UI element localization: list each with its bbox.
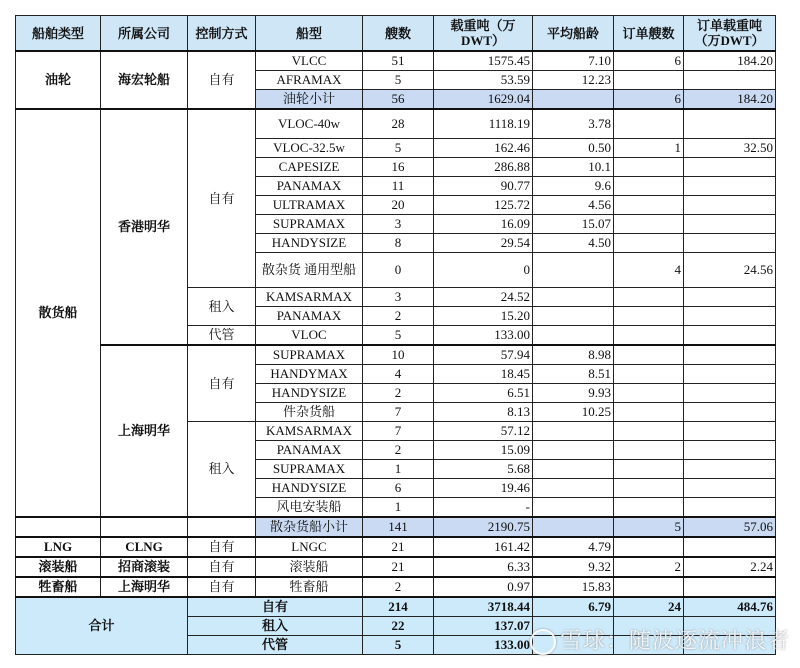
header-order-dwt: 订单载重吨（万DWT） xyxy=(684,16,776,52)
ship-count: 8 xyxy=(363,234,434,253)
ship-type: PANAMAX xyxy=(256,441,363,460)
avg-age xyxy=(533,498,614,518)
table-row xyxy=(16,51,776,71)
order-dwt xyxy=(684,345,776,365)
order-count: 2 xyxy=(614,557,684,577)
order-dwt xyxy=(684,307,776,326)
total-order-dwt xyxy=(684,636,776,655)
control-own: 自有 xyxy=(188,557,256,577)
order-dwt xyxy=(684,460,776,479)
header-control-mode: 控制方式 xyxy=(188,16,256,52)
category-roro: 滚装船 xyxy=(16,557,101,577)
ship-type: PANAMAX xyxy=(256,307,363,326)
ship-type: VLCC xyxy=(256,51,363,71)
ship-type: HANDYSIZE xyxy=(256,479,363,498)
ship-count: 7 xyxy=(363,403,434,422)
company-clng: CLNG xyxy=(101,537,188,557)
order-dwt xyxy=(684,215,776,234)
dwt: 53.59 xyxy=(434,71,533,90)
order-dwt xyxy=(684,498,776,518)
header-order-count: 订单艘数 xyxy=(614,16,684,52)
order-dwt xyxy=(684,365,776,384)
order-count xyxy=(614,109,684,139)
control-own: 自有 xyxy=(188,577,256,597)
order-dwt xyxy=(684,441,776,460)
ship-type: 风电安装船 xyxy=(256,498,363,518)
order-count xyxy=(614,288,684,307)
avg-age xyxy=(533,441,614,460)
dwt: 5.68 xyxy=(434,460,533,479)
ship-type: LNGC xyxy=(256,537,363,557)
ship-type: 散杂货 通用型船 xyxy=(256,253,363,288)
total-order-count xyxy=(614,636,684,655)
ship-type: CAPESIZE xyxy=(256,158,363,177)
avg-age: 8.51 xyxy=(533,365,614,384)
ship-count: 21 xyxy=(363,557,434,577)
avg-age: 15.07 xyxy=(533,215,614,234)
order-dwt xyxy=(684,71,776,90)
ship-count: 5 xyxy=(363,139,434,158)
avg-age xyxy=(533,460,614,479)
total-label: 合计 xyxy=(16,597,188,655)
control-own: 自有 xyxy=(188,345,256,422)
order-dwt xyxy=(684,479,776,498)
order-count: 1 xyxy=(614,139,684,158)
order-count xyxy=(614,441,684,460)
blank-cell xyxy=(188,517,256,537)
total-dwt: 133.00 xyxy=(434,636,533,655)
ship-count: 3 xyxy=(363,288,434,307)
total-order-count xyxy=(614,617,684,636)
category-bulk: 散货船 xyxy=(16,109,101,517)
avg-age: 8.98 xyxy=(533,345,614,365)
ship-type: SUPRAMAX xyxy=(256,215,363,234)
order-count xyxy=(614,460,684,479)
avg-age xyxy=(533,422,614,441)
dwt: 57.12 xyxy=(434,422,533,441)
table-row xyxy=(16,557,776,577)
avg-age xyxy=(533,90,614,110)
avg-age xyxy=(533,517,614,537)
dwt: 15.20 xyxy=(434,307,533,326)
ship-count: 56 xyxy=(363,90,434,110)
fleet-table xyxy=(15,15,776,655)
order-count xyxy=(614,422,684,441)
dwt: 133.00 xyxy=(434,326,533,346)
ship-type: 牲畜船 xyxy=(256,577,363,597)
dwt: 125.72 xyxy=(434,196,533,215)
dwt: 24.52 xyxy=(434,288,533,307)
ship-type: 滚装船 xyxy=(256,557,363,577)
avg-age: 9.93 xyxy=(533,384,614,403)
ship-count: 11 xyxy=(363,177,434,196)
order-dwt xyxy=(684,177,776,196)
dwt: 29.54 xyxy=(434,234,533,253)
ship-count: 5 xyxy=(363,326,434,346)
company-sh-minghua: 上海明华 xyxy=(101,577,188,597)
avg-age xyxy=(533,288,614,307)
dwt: 8.13 xyxy=(434,403,533,422)
total-row xyxy=(16,597,776,617)
avg-age: 10.25 xyxy=(533,403,614,422)
order-dwt xyxy=(684,288,776,307)
company-hk-minghua: 香港明华 xyxy=(101,109,188,345)
watermark-text: 雪球：随波逐流冲浪者 xyxy=(560,629,791,654)
header-row xyxy=(16,16,776,52)
dwt: 286.88 xyxy=(434,158,533,177)
avg-age: 4.56 xyxy=(533,196,614,215)
header-company: 所属公司 xyxy=(101,16,188,52)
blank-cell xyxy=(101,517,188,537)
ship-type: HANDYSIZE xyxy=(256,234,363,253)
order-dwt xyxy=(684,234,776,253)
control-own: 自有 xyxy=(188,537,256,557)
dwt: 1629.04 xyxy=(434,90,533,110)
order-count xyxy=(614,307,684,326)
ship-type: VLOC xyxy=(256,326,363,346)
control-lease: 租入 xyxy=(188,288,256,326)
blank-cell xyxy=(16,517,101,537)
ship-type: VLOC-32.5w xyxy=(256,139,363,158)
order-dwt: 24.56 xyxy=(684,253,776,288)
avg-age: 9.6 xyxy=(533,177,614,196)
order-dwt: 2.24 xyxy=(684,557,776,577)
order-count xyxy=(614,71,684,90)
ship-type: SUPRAMAX xyxy=(256,460,363,479)
dwt: 1118.19 xyxy=(434,109,533,139)
ship-count: 3 xyxy=(363,215,434,234)
dwt: 2190.75 xyxy=(434,517,533,537)
total-order-dwt: 484.76 xyxy=(684,597,776,617)
total-order-count: 24 xyxy=(614,597,684,617)
order-dwt: 32.50 xyxy=(684,139,776,158)
order-count xyxy=(614,498,684,518)
order-count xyxy=(614,196,684,215)
avg-age: 10.1 xyxy=(533,158,614,177)
dwt: 16.09 xyxy=(434,215,533,234)
order-dwt xyxy=(684,384,776,403)
order-dwt xyxy=(684,326,776,346)
ship-type: 散杂货船小计 xyxy=(256,517,363,537)
header-count: 艘数 xyxy=(363,16,434,52)
avg-age: 3.78 xyxy=(533,109,614,139)
avg-age xyxy=(533,307,614,326)
table-row xyxy=(16,577,776,597)
dwt: 18.45 xyxy=(434,365,533,384)
total-avg-age xyxy=(533,636,614,655)
order-count xyxy=(614,158,684,177)
order-count xyxy=(614,403,684,422)
order-count xyxy=(614,177,684,196)
header-ship-type: 船型 xyxy=(256,16,363,52)
ship-count: 20 xyxy=(363,196,434,215)
ship-count: 51 xyxy=(363,51,434,71)
total-order-dwt xyxy=(684,617,776,636)
table-row xyxy=(16,517,776,537)
total-count: 5 xyxy=(363,636,434,655)
ship-type: PANAMAX xyxy=(256,177,363,196)
ship-count: 4 xyxy=(363,365,434,384)
order-count xyxy=(614,345,684,365)
dwt: 57.94 xyxy=(434,345,533,365)
avg-age: 15.83 xyxy=(533,577,614,597)
dwt: 6.51 xyxy=(434,384,533,403)
control-managed: 代管 xyxy=(188,326,256,346)
avg-age: 0.50 xyxy=(533,139,614,158)
order-count xyxy=(614,326,684,346)
ship-count: 21 xyxy=(363,537,434,557)
total-control-mode: 代管 xyxy=(188,636,363,655)
order-dwt xyxy=(684,403,776,422)
dwt: 0 xyxy=(434,253,533,288)
header-ship-category: 船舶类型 xyxy=(16,16,101,52)
avg-age xyxy=(533,253,614,288)
order-count: 6 xyxy=(614,51,684,71)
ship-type: AFRAMAX xyxy=(256,71,363,90)
order-dwt xyxy=(684,537,776,557)
order-count xyxy=(614,479,684,498)
order-dwt: 57.06 xyxy=(684,517,776,537)
ship-type: HANDYSIZE xyxy=(256,384,363,403)
dwt: 161.42 xyxy=(434,537,533,557)
category-oil: 油轮 xyxy=(16,51,101,109)
ship-count: 141 xyxy=(363,517,434,537)
order-count xyxy=(614,215,684,234)
control-own: 自有 xyxy=(188,51,256,109)
avg-age: 9.32 xyxy=(533,557,614,577)
ship-type: VLOC-40w xyxy=(256,109,363,139)
order-dwt xyxy=(684,158,776,177)
header-avg-age: 平均船龄 xyxy=(533,16,614,52)
category-livestock: 牲畜船 xyxy=(16,577,101,597)
ship-type: KAMSARMAX xyxy=(256,422,363,441)
avg-age: 7.10 xyxy=(533,51,614,71)
avg-age xyxy=(533,326,614,346)
ship-count: 5 xyxy=(363,71,434,90)
total-avg-age xyxy=(533,617,614,636)
ship-count: 2 xyxy=(363,577,434,597)
dwt: 1575.45 xyxy=(434,51,533,71)
total-dwt: 3718.44 xyxy=(434,597,533,617)
total-dwt: 137.07 xyxy=(434,617,533,636)
dwt: 162.46 xyxy=(434,139,533,158)
company-sh-minghua: 上海明华 xyxy=(101,345,188,517)
order-count: 4 xyxy=(614,253,684,288)
ship-count: 1 xyxy=(363,460,434,479)
category-lng: LNG xyxy=(16,537,101,557)
order-count xyxy=(614,234,684,253)
ship-count: 6 xyxy=(363,479,434,498)
ship-count: 7 xyxy=(363,422,434,441)
ship-type: SUPRAMAX xyxy=(256,345,363,365)
order-dwt xyxy=(684,109,776,139)
order-count xyxy=(614,537,684,557)
ship-type: 油轮小计 xyxy=(256,90,363,110)
order-count xyxy=(614,577,684,597)
order-count: 6 xyxy=(614,90,684,110)
avg-age: 4.79 xyxy=(533,537,614,557)
table-row xyxy=(16,345,776,365)
control-lease: 租入 xyxy=(188,422,256,518)
ship-count: 2 xyxy=(363,307,434,326)
table-row xyxy=(16,109,776,139)
dwt: 19.46 xyxy=(434,479,533,498)
dwt: 6.33 xyxy=(434,557,533,577)
dwt: 90.77 xyxy=(434,177,533,196)
ship-count: 16 xyxy=(363,158,434,177)
company-haihong: 海宏轮船 xyxy=(101,51,188,109)
table-row xyxy=(16,537,776,557)
ship-type: KAMSARMAX xyxy=(256,288,363,307)
ship-type: ULTRAMAX xyxy=(256,196,363,215)
total-count: 22 xyxy=(363,617,434,636)
order-dwt: 184.20 xyxy=(684,90,776,110)
control-own: 自有 xyxy=(188,109,256,288)
ship-count: 1 xyxy=(363,498,434,518)
avg-age xyxy=(533,479,614,498)
order-count xyxy=(614,384,684,403)
order-dwt: 184.20 xyxy=(684,51,776,71)
company-cm-roro: 招商滚装 xyxy=(101,557,188,577)
avg-age: 4.50 xyxy=(533,234,614,253)
order-count xyxy=(614,365,684,384)
order-count: 5 xyxy=(614,517,684,537)
avg-age: 12.23 xyxy=(533,71,614,90)
order-dwt xyxy=(684,422,776,441)
total-count: 214 xyxy=(363,597,434,617)
order-dwt xyxy=(684,577,776,597)
ship-count: 0 xyxy=(363,253,434,288)
ship-count: 28 xyxy=(363,109,434,139)
order-dwt xyxy=(684,196,776,215)
total-control-mode: 自有 xyxy=(188,597,363,617)
header-dwt: 载重吨（万DWT） xyxy=(434,16,533,52)
ship-count: 2 xyxy=(363,441,434,460)
ship-type: 件杂货船 xyxy=(256,403,363,422)
ship-type: HANDYMAX xyxy=(256,365,363,384)
dwt: 0.97 xyxy=(434,577,533,597)
dwt: - xyxy=(434,498,533,518)
total-avg-age: 6.79 xyxy=(533,597,614,617)
ship-count: 2 xyxy=(363,384,434,403)
total-control-mode: 租入 xyxy=(188,617,363,636)
ship-count: 10 xyxy=(363,345,434,365)
dwt: 15.09 xyxy=(434,441,533,460)
